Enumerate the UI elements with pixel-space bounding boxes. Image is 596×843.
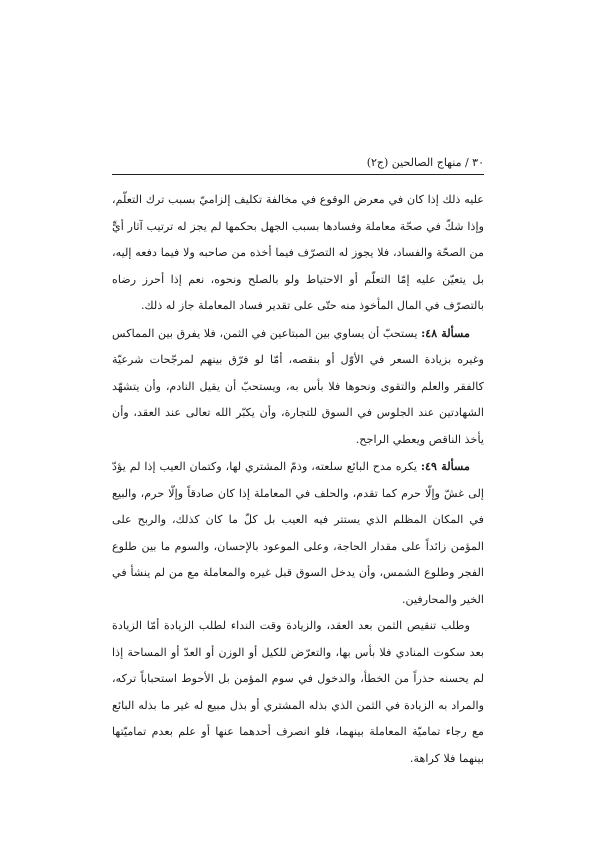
issue-text-49: يكره مدح البائع سلعته، وذمّ المشتري لها، وكتمان العيب إذا لم يؤدّ إلى غشّ وإلّا حرم كما تقدم، والحلف في المعاملة إذا كان صادقاً وإلّا حرم، والبيع في المكان المظلم الذي يستتر فيه العيب بل كلّ ما كان كذلك، والربح على المؤمن زائداً على مقدار الحاجة، وعلى الموعود بالإحسان، والسوم ما بين طلوع الفجر وطلوع الشمس، وأن يدخل السوق قبل غيره والمعاملة مع من لم ينشأ في الخير والمحارفين. [112, 460, 484, 606]
paragraph-issue-48 [112, 320, 484, 454]
book-page [112, 155, 484, 772]
issue-label-49: مسألة ٤٩: [420, 459, 470, 473]
paragraph-1: عليه ذلك إذا كان في معرض الوقوع في مخالفة تكليف إلزاميّ بسبب ترك التعلّم، وإذا شكّ في صحّة معاملة وفسادها بسبب الجهل بحكمها لم يجز له ترتيب آثار أيٍّ من الصحّة والفساد، فلا يجوز له التصرّف فيما أخذه من صاحبه ولا فيما دفعه إليه، بل يتعيّن عليه إمّا التعلّم أو الاحتياط ولو بالصلح ونحوه، نعم إذا أحرز رضاه بالتصرّف في المال المأخوذ منه حتّى على تقدير فساد المعاملة جاز له ذلك. [112, 193, 484, 312]
paragraph-issue-49 [112, 453, 484, 613]
issue-text-48: يستحبّ أن يساوي بين المبتاعين في الثمن، فلا يفرق بين المماكس وغيره بزيادة السعر في الأوّل أو بنقصه، أمّا لو فرّق بينهم لمرجّحات شرعيّة كالفقر والعلم والتقوى ونحوها فلا بأس به، ويستحبّ أن يقيل النادم، وأن يتشهّد الشهادتين عند الجلوس في السوق للتجارة، وأن يكبّر الله تعالى عند العقد، وأن يأخذ الناقص ويعطي الراجح. [112, 326, 484, 446]
running-head: ٣٠ / منهاج الصالحين (ج٢) [112, 155, 484, 175]
paragraph-4: وطلب تنقيص الثمن بعد العقد، والزيادة وقت النداء لطلب الزيادة أمّا الزيادة بعد سكوت المنادي فلا بأس بها، والتعرّض للكيل أو الوزن أو العدّ أو المساحة إذا لم يحسنه حذراً من الخطأ، والدخول في سوم المؤمن بل الأحوط استحباباً تركه، والمراد به الزيادة في الثمن الذي بذله المشتري أو بذل مبيع له غير ما بذله البائع مع رجاء تماميّة المعاملة بينهما، فلو انصرف أحدهما عنها أو علم بعدم تماميّتها بينهما فلا كراهة. [112, 619, 484, 765]
issue-label-48: مسألة ٤٨: [421, 325, 470, 340]
